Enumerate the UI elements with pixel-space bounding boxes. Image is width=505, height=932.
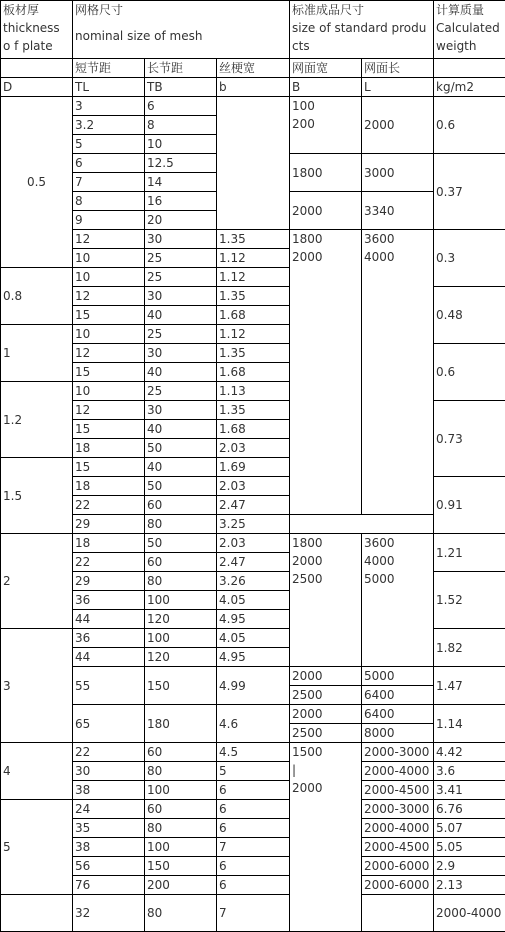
- tl-cell: 36: [73, 629, 145, 648]
- b-cell: 1.68: [217, 306, 290, 325]
- tb-header: 长节距: [145, 59, 217, 78]
- weight-cell: 1.14: [434, 705, 505, 743]
- b-cell: 4.05: [217, 591, 290, 610]
- b-cell-empty: [217, 97, 290, 230]
- tb-cell: 40: [145, 363, 217, 382]
- width-cell: 2000: [290, 705, 362, 724]
- tb-cell: 100: [145, 781, 217, 800]
- tb-cell: 80: [145, 762, 217, 781]
- thickness-cell-empty: [1, 895, 73, 932]
- tb-cell: 20: [145, 211, 217, 230]
- tb-cell: 30: [145, 230, 217, 249]
- tb-cell: 8: [145, 116, 217, 135]
- length-cell: 3600 4000: [362, 230, 434, 515]
- weight-cell: 5.07: [434, 819, 505, 838]
- width-cell: 1800: [290, 154, 362, 192]
- b-cell: 4.99: [217, 667, 290, 705]
- tb-cell: 120: [145, 648, 217, 667]
- mesh-length-header: 网面长: [362, 59, 434, 78]
- thickness-cell: 5: [1, 800, 73, 895]
- tb-cell: 100: [145, 591, 217, 610]
- tl-cell: 10: [73, 249, 145, 268]
- tl-cell: 10: [73, 382, 145, 401]
- length-cell: 2000: [362, 97, 434, 154]
- width-cell-empty: [362, 895, 434, 932]
- thickness-cell: 0.8: [1, 268, 73, 325]
- tl-cell: 38: [73, 781, 145, 800]
- weight-cell: 1.52: [434, 572, 505, 629]
- length-cell: 2000-6000: [362, 857, 434, 876]
- thickness-cell: 4: [1, 743, 73, 800]
- b-cell: 3.26: [217, 572, 290, 591]
- tl-cell: 18: [73, 477, 145, 496]
- width-cell: 2000: [290, 667, 362, 686]
- tb-cell: 150: [145, 857, 217, 876]
- tl-cell: 15: [73, 363, 145, 382]
- weight-cell: 1.82: [434, 629, 505, 667]
- b-cell: 1.35: [217, 401, 290, 420]
- b-cell: 1.12: [217, 268, 290, 287]
- tb-cell: 25: [145, 325, 217, 344]
- weight-cell: 0.3: [434, 230, 505, 287]
- tb-cell: 180: [145, 705, 217, 743]
- tb-cell: 80: [145, 572, 217, 591]
- tb-cell: 50: [145, 439, 217, 458]
- tl-cell: 3: [73, 97, 145, 116]
- weight-cell: 0.6: [434, 344, 505, 401]
- tb-cell: 50: [145, 534, 217, 553]
- tb-cell: 60: [145, 800, 217, 819]
- width-cell: 2500: [290, 724, 362, 743]
- weight-cell: 0.48: [434, 287, 505, 344]
- tb-cell: 150: [145, 667, 217, 705]
- b-cell: 6: [217, 781, 290, 800]
- tl-header: 短节距: [73, 59, 145, 78]
- b-cell: 2.03: [217, 439, 290, 458]
- b-cell: 1.69: [217, 458, 290, 477]
- unit-width: B: [290, 78, 362, 97]
- weight-cell: 1.47: [434, 667, 505, 705]
- tl-cell: 15: [73, 306, 145, 325]
- width-cell: 2000: [290, 192, 362, 230]
- b-cell: 1.13: [217, 382, 290, 401]
- b-cell: 1.68: [217, 420, 290, 439]
- length-cell: 6400: [362, 705, 434, 724]
- tb-cell: 30: [145, 401, 217, 420]
- tb-cell: 40: [145, 420, 217, 439]
- b-cell: 2.03: [217, 534, 290, 553]
- weight-header: 计算质量 Calculated weigth: [434, 1, 505, 59]
- weight-cell: 2.13: [434, 876, 505, 895]
- weight-cell: 5.05: [434, 838, 505, 857]
- thickness-cell: 1: [1, 325, 73, 382]
- width-cell: 100 200: [290, 97, 362, 154]
- length-cell: 2000-3000: [362, 743, 434, 762]
- b-cell: 1.35: [217, 287, 290, 306]
- b-cell: 7: [217, 895, 290, 932]
- length-cell: 5000: [362, 667, 434, 686]
- unit-length: L: [362, 78, 434, 97]
- length-cell: 8000: [362, 724, 434, 743]
- tb-cell: 200: [145, 876, 217, 895]
- tb-cell: 40: [145, 306, 217, 325]
- length-cell: 3340: [362, 192, 434, 230]
- tl-cell: 10: [73, 268, 145, 287]
- tl-cell: 15: [73, 420, 145, 439]
- header-blank: [434, 59, 505, 78]
- tl-cell: 32: [73, 895, 145, 932]
- unit-weight: kg/m2: [434, 78, 505, 97]
- tl-cell: 12: [73, 401, 145, 420]
- thickness-cell: 0.5: [1, 97, 73, 268]
- weight-cell: 6.76: [434, 800, 505, 819]
- weight-cell: 0.37: [434, 154, 505, 230]
- tl-cell: 5: [73, 135, 145, 154]
- width-cell: 1800 2000 2500: [290, 534, 362, 667]
- mesh-width-header: 网面宽: [290, 59, 362, 78]
- thickness-cell: 3: [1, 629, 73, 743]
- tl-cell: 22: [73, 496, 145, 515]
- tb-cell: 40: [145, 458, 217, 477]
- b-cell: 4.05: [217, 629, 290, 648]
- tl-cell: 30: [73, 762, 145, 781]
- tl-cell: 55: [73, 667, 145, 705]
- tl-cell: 29: [73, 572, 145, 591]
- tb-cell: 80: [145, 819, 217, 838]
- thickness-header: 板材厚 thickness o f plate: [1, 1, 73, 59]
- tl-cell: 7: [73, 173, 145, 192]
- tb-cell: 25: [145, 249, 217, 268]
- b-cell: 1.35: [217, 344, 290, 363]
- weight-cell: 0.73: [434, 401, 505, 477]
- length-cell: 2000-4500: [362, 781, 434, 800]
- length-cell: 6400: [362, 686, 434, 705]
- weight-cell: 0.6: [434, 97, 505, 154]
- tl-cell: 56: [73, 857, 145, 876]
- b-cell: 3.25: [217, 515, 290, 534]
- b-cell: 2.47: [217, 496, 290, 515]
- nominal-size-header: 网格尺寸 nominal size of mesh: [73, 1, 290, 59]
- b-cell: 6: [217, 857, 290, 876]
- length-cell: 2000-4000: [434, 895, 505, 932]
- b-cell: 2.03: [217, 477, 290, 496]
- length-cell: 3600 4000 5000: [362, 534, 434, 667]
- width-cell: 2500: [290, 686, 362, 705]
- tl-cell: 29: [73, 515, 145, 534]
- weight-cell: 3.6: [434, 762, 505, 781]
- tl-cell: 10: [73, 325, 145, 344]
- tl-cell: 12: [73, 287, 145, 306]
- b-cell: 7: [217, 838, 290, 857]
- length-cell: 2000-6000: [362, 876, 434, 895]
- tl-cell: 15: [73, 458, 145, 477]
- tb-cell: 80: [145, 895, 217, 932]
- tl-cell: 9: [73, 211, 145, 230]
- tl-cell: 44: [73, 648, 145, 667]
- tl-cell: 12: [73, 230, 145, 249]
- unit-tl: TL: [73, 78, 145, 97]
- width-cell: 1500 | 2000: [290, 743, 362, 932]
- tl-cell: 35: [73, 819, 145, 838]
- weight-cell: 3.41: [434, 781, 505, 800]
- width-cell: 1800 2000: [290, 230, 362, 515]
- tb-cell: 16: [145, 192, 217, 211]
- b-cell: 6: [217, 819, 290, 838]
- tb-cell: 60: [145, 743, 217, 762]
- b-cell: 4.5: [217, 743, 290, 762]
- tb-cell: 100: [145, 629, 217, 648]
- b-cell: 2.47: [217, 553, 290, 572]
- tl-cell: 18: [73, 534, 145, 553]
- b-cell: 1.12: [217, 249, 290, 268]
- tb-cell: 60: [145, 553, 217, 572]
- b-cell: 1.68: [217, 363, 290, 382]
- length-cell: 2000-4000: [362, 762, 434, 781]
- b-cell: 5: [217, 762, 290, 781]
- header-blank: [1, 59, 73, 78]
- tb-cell: 25: [145, 268, 217, 287]
- b-cell: 1.35: [217, 230, 290, 249]
- length-cell: 3000: [362, 154, 434, 192]
- tb-cell: 80: [145, 515, 217, 534]
- b-cell: 4.95: [217, 648, 290, 667]
- tb-cell: 30: [145, 287, 217, 306]
- b-cell: 4.6: [217, 705, 290, 743]
- tb-cell: 60: [145, 496, 217, 515]
- tb-cell: 50: [145, 477, 217, 496]
- tb-cell: 6: [145, 97, 217, 116]
- tl-cell: 12: [73, 344, 145, 363]
- weight-cell: 4.42: [434, 743, 505, 762]
- weight-cell: 0.91: [434, 477, 505, 534]
- tb-cell: 12.5: [145, 154, 217, 173]
- unit-tb: TB: [145, 78, 217, 97]
- tl-cell: 36: [73, 591, 145, 610]
- length-cell: 2000-3000: [362, 800, 434, 819]
- thickness-cell: 2: [1, 534, 73, 629]
- tb-cell: 30: [145, 344, 217, 363]
- length-cell: 2000-4000: [362, 819, 434, 838]
- tb-cell: 14: [145, 173, 217, 192]
- tl-cell: 6: [73, 154, 145, 173]
- thickness-cell: 1.2: [1, 382, 73, 458]
- tl-cell: 22: [73, 743, 145, 762]
- b-cell: 6: [217, 876, 290, 895]
- tl-cell: 65: [73, 705, 145, 743]
- tb-cell: 25: [145, 382, 217, 401]
- tb-cell: 100: [145, 838, 217, 857]
- tb-cell: 10: [145, 135, 217, 154]
- b-cell: 4.95: [217, 610, 290, 629]
- thickness-cell: 1.5: [1, 458, 73, 534]
- tl-cell: 24: [73, 800, 145, 819]
- weight-cell: 2.9: [434, 857, 505, 876]
- standard-size-header: 标准成品尺寸 size of standard produ cts: [290, 1, 434, 59]
- tl-cell: 8: [73, 192, 145, 211]
- tl-cell: 44: [73, 610, 145, 629]
- weight-cell: 1.21: [434, 534, 505, 572]
- b-cell: 6: [217, 800, 290, 819]
- tl-cell: 22: [73, 553, 145, 572]
- unit-d: D: [1, 78, 73, 97]
- b-header: 丝梗宽: [217, 59, 290, 78]
- tl-cell: 18: [73, 439, 145, 458]
- unit-b: b: [217, 78, 290, 97]
- b-cell: 1.12: [217, 325, 290, 344]
- tl-cell: 3.2: [73, 116, 145, 135]
- tb-cell: 120: [145, 610, 217, 629]
- length-cell: 2000-4500: [362, 838, 434, 857]
- tl-cell: 38: [73, 838, 145, 857]
- tl-cell: 76: [73, 876, 145, 895]
